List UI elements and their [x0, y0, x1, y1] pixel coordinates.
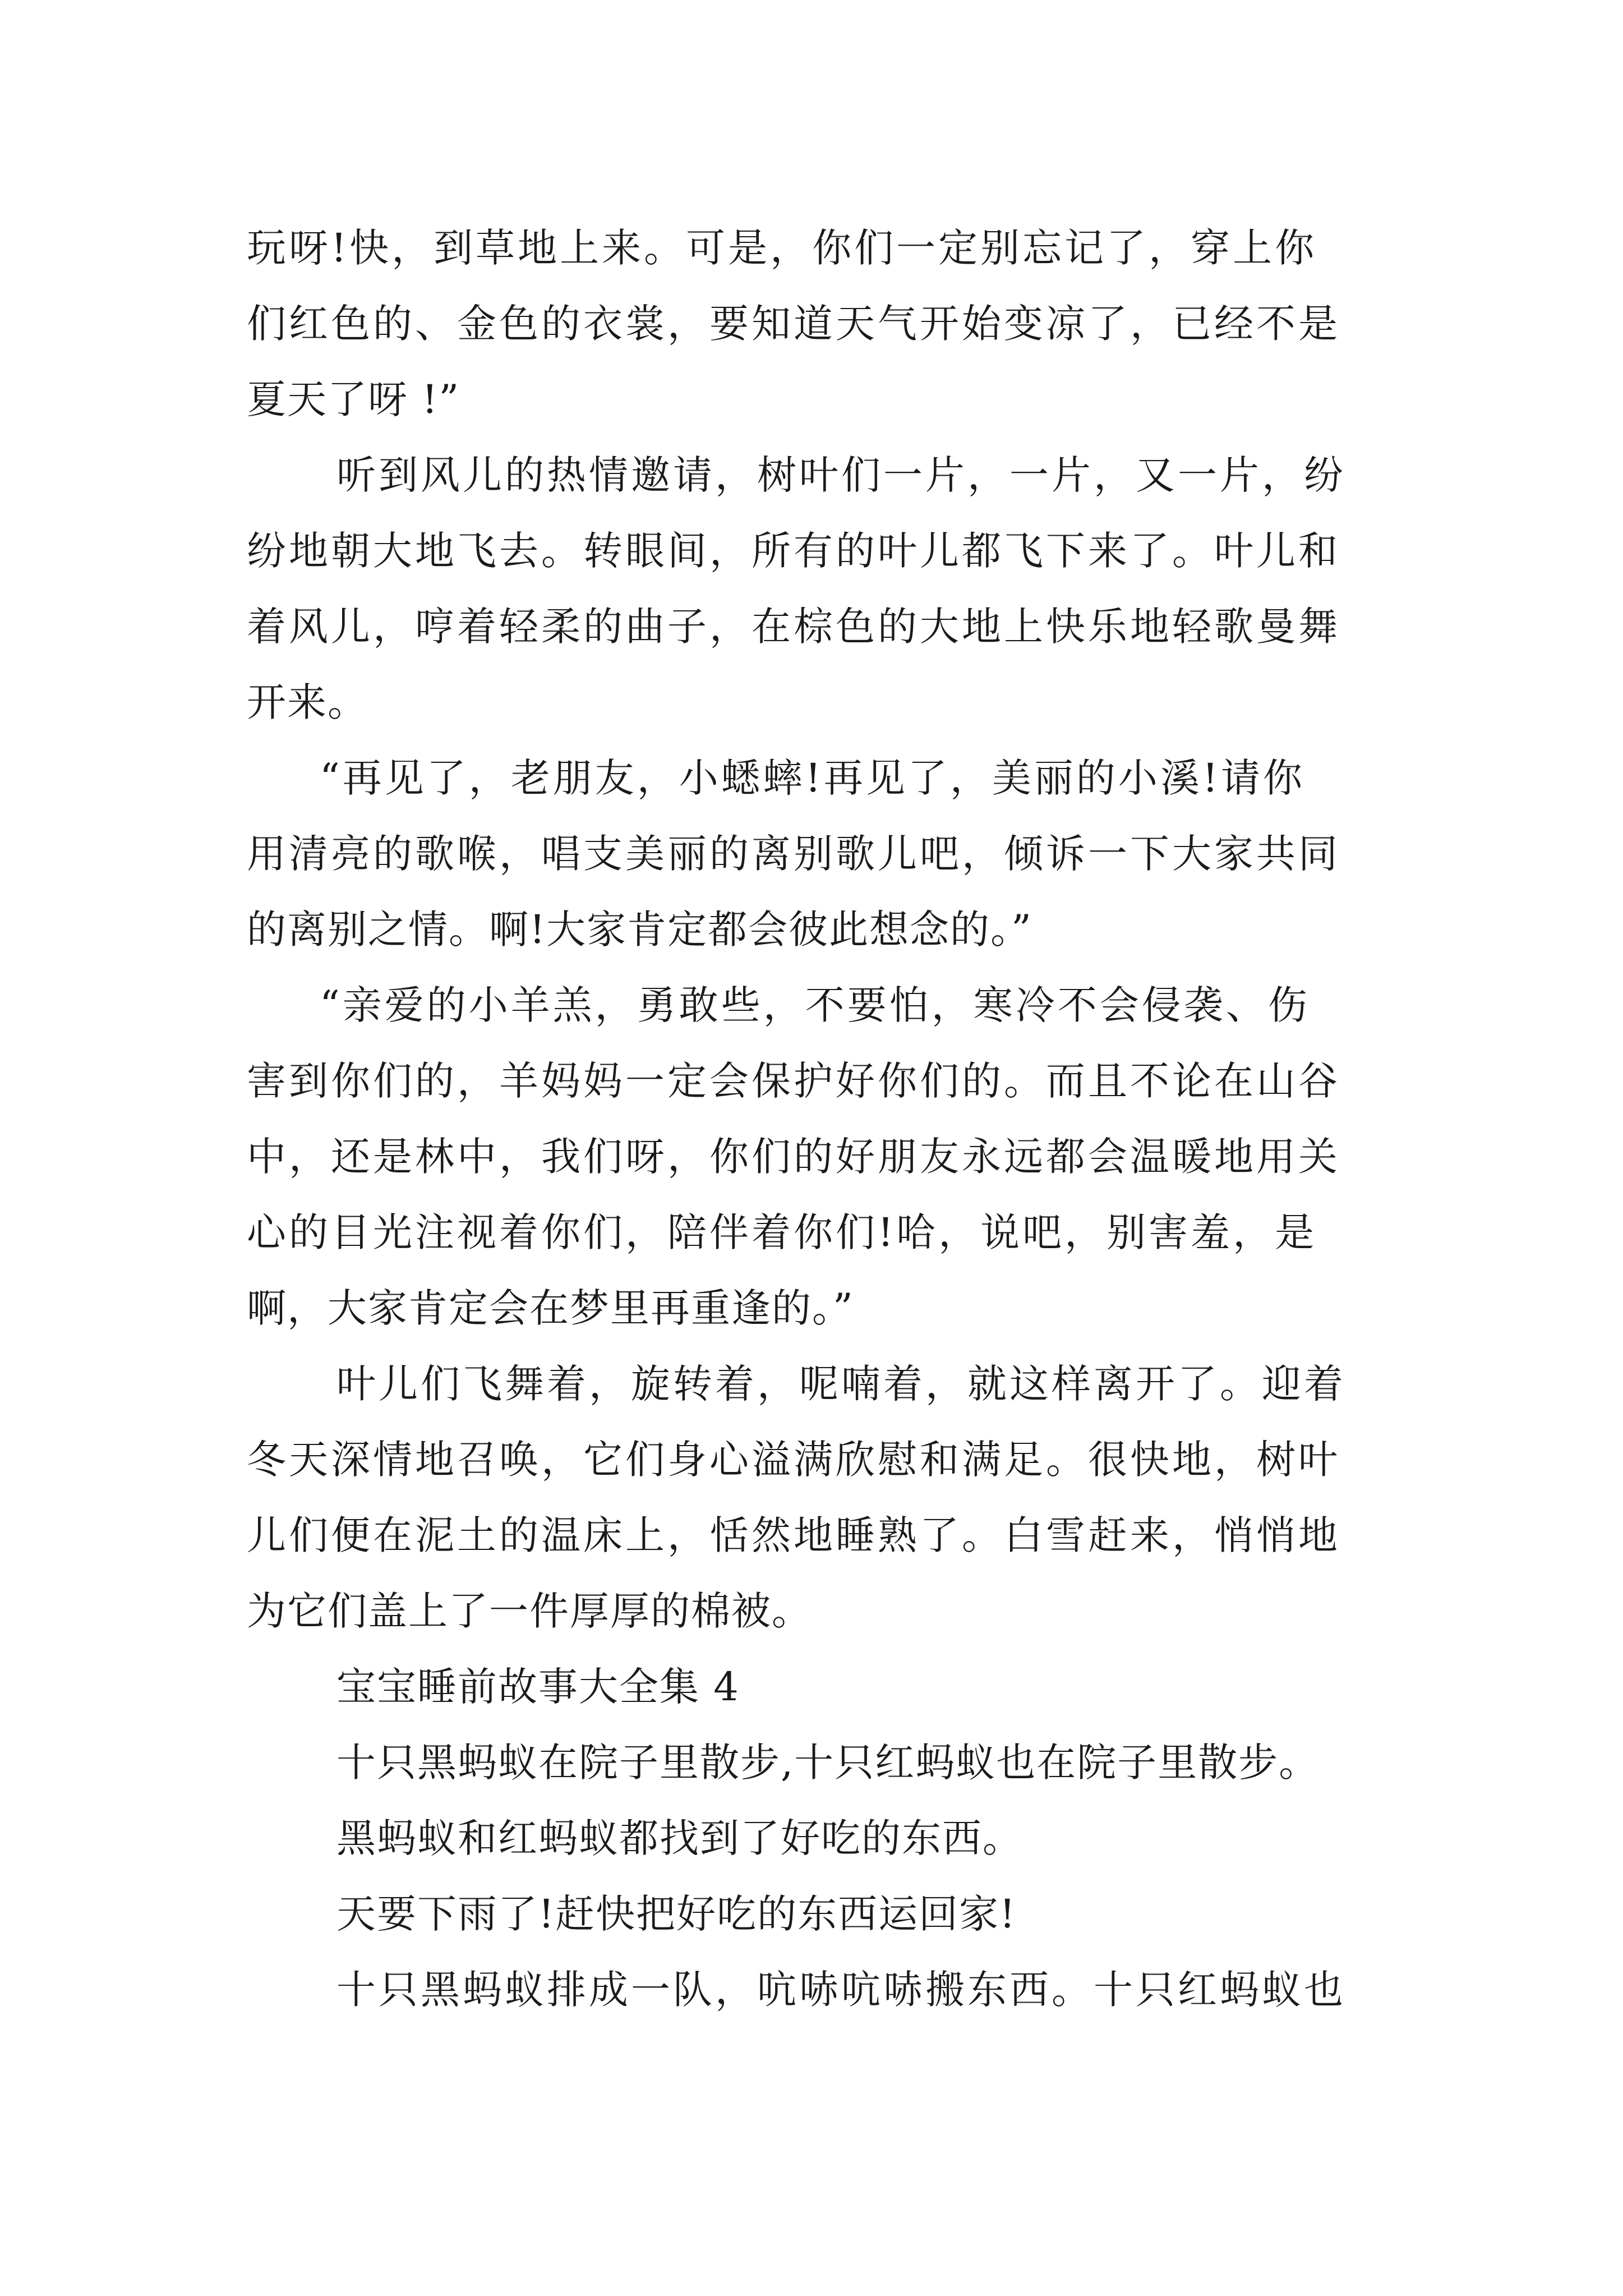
- text-line: 害到你们的，羊妈妈一定会保护好你们的。而且不论在山谷: [247, 1058, 1340, 1104]
- text-line: “亲爱的小羊羔，勇敢些，不要怕，寒冷不会侵袭、伤: [320, 982, 1310, 1028]
- section-heading: 宝宝睡前故事大全集 4: [336, 1664, 740, 1710]
- text-line: 用清亮的歌喉，唱支美丽的离别歌儿吧，倾诉一下大家共同: [247, 831, 1340, 877]
- text-line: 叶儿们飞舞着，旋转着，呢喃着，就这样离开了。迎着: [336, 1361, 1346, 1407]
- text-line: 玩呀!快，到草地上来。可是，你们一定别忘记了，穿上你: [247, 225, 1317, 271]
- text-line: 儿们便在泥土的温床上，恬然地睡熟了。白雪赶来，悄悄地: [247, 1512, 1340, 1558]
- text-line: 夏天了呀 !”: [247, 376, 460, 422]
- text-line: 心的目光注视着你们，陪伴着你们!哈，说吧，别害羞，是: [247, 1209, 1317, 1255]
- text-line: 着风儿，哼着轻柔的曲子，在棕色的大地上快乐地轻歌曼舞: [247, 604, 1340, 650]
- text-line: 冬天深情地召唤，它们身心溢满欣慰和满足。很快地，树叶: [247, 1437, 1340, 1483]
- text-line: 中，还是林中，我们呀，你们的好朋友永远都会温暖地用关: [247, 1134, 1340, 1180]
- text-line: 的离别之情。啊!大家肯定都会彼此想念的。”: [247, 907, 1032, 953]
- text-line: 为它们盖上了一件厚厚的棉被。: [247, 1588, 812, 1634]
- text-line: 们红色的、金色的衣裳，要知道天气开始变凉了，已经不是: [247, 301, 1340, 347]
- text-line: 十只黑蚂蚁排成一队，吭哧吭哧搬东西。十只红蚂蚁也: [336, 1967, 1346, 2013]
- text-line: 天要下雨了!赶快把好吃的东西运回家!: [336, 1891, 1017, 1937]
- text-line: “再见了，老朋友，小蟋蟀!再见了，美丽的小溪!请你: [320, 755, 1306, 801]
- text-line: 十只黑蚂蚁在院子里散步,十只红蚂蚁也在院子里散步。: [336, 1740, 1320, 1786]
- text-line: 听到风儿的热情邀请，树叶们一片，一片，又一片，纷: [336, 452, 1346, 498]
- text-line: 黑蚂蚁和红蚂蚁都找到了好吃的东西。: [336, 1815, 1023, 1861]
- text-line: 纷地朝大地飞去。转眼间，所有的叶儿都飞下来了。叶儿和: [247, 528, 1340, 574]
- text-line: 开来。: [247, 679, 368, 725]
- text-line: 啊，大家肯定会在梦里再重逢的。”: [247, 1285, 854, 1331]
